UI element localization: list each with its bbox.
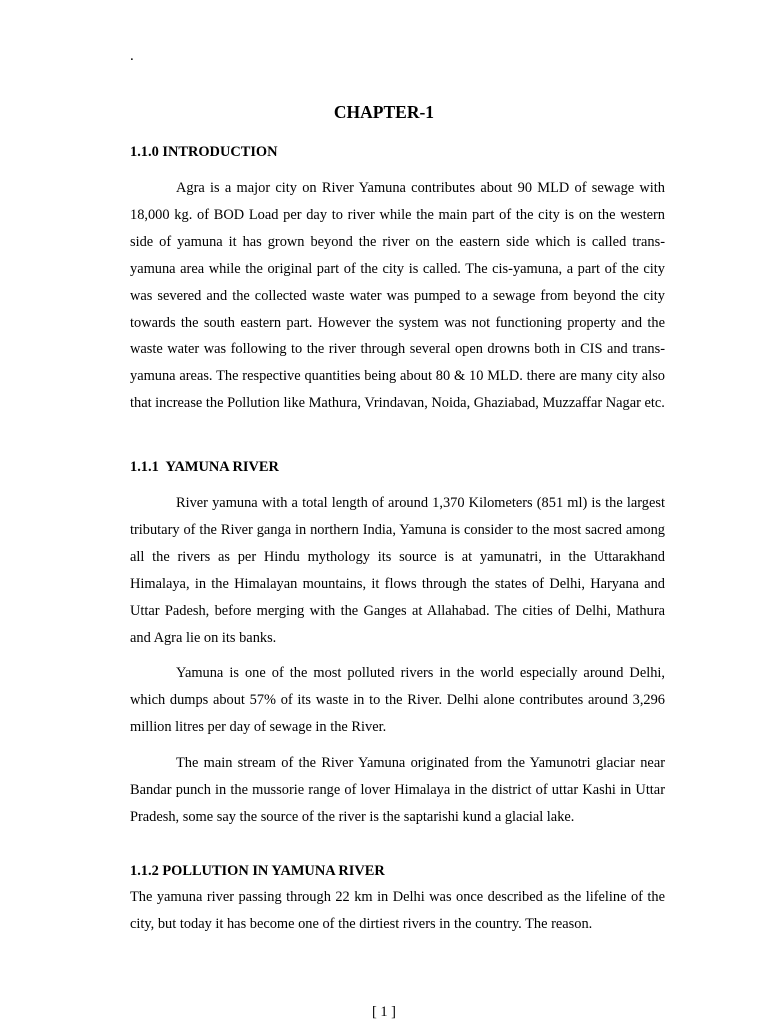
pollution-paragraph: The yamuna river passing through 22 km in Delhi was once described as the lifeline of the city, but today it has become one of the dirtiest rivers in the country. The reason. xyxy=(130,889,665,932)
yamuna-river-paragraph-2: Yamuna is one of the most polluted rivers in the world especially around Delhi, which dumps about 57% of its waste in to the River. Delhi alone contributes around 3,296 million litres per day of sewage in the River. xyxy=(130,665,665,735)
chapter-title: CHAPTER-1 xyxy=(333,102,435,122)
introduction-paragraph: Agra is a major city on River Yamuna contributes about 90 MLD of sewage with 18,000 kg. of BOD Load per day to river while the main part of the city is on the western side of yamuna it has grown beyond the river on the eastern side which is called trans-yamuna area while the original part of the city is called. The cis-yamuna, a part of the city was severed and the collected waste water was pumped to a sewage from beyond the city towards the south eastern part. However the system was not functioning property and the waste water was following to the river through several open drowns both in CIS and trans-yamuna areas. The respective quantities being about 80 & 10 MLD. there are many city also that increase the Pollution like Mathura, Vrindavan, Noida, Ghaziabad, Muzzaffar Nagar etc. xyxy=(130,180,665,412)
section-heading-pollution: 1.1.2 POLLUTION IN YAMUNA RIVER xyxy=(130,863,385,879)
top-mark: . xyxy=(130,48,134,64)
page-number: [ 1 ] xyxy=(372,1004,396,1020)
yamuna-river-paragraph-1: River yamuna with a total length of around 1,370 Kilometers (851 ml) is the largest tributary of the River ganga in northern India, Yamuna is consider to the most sacred among all the rivers as per Hindu mythology its source is at yamunatri, in the Uttarakhand Himalaya, in the Himalayan mountains, it flows through the states of Delhi, Haryana and Uttar Padesh, before merging with the Ganges at Allahabad. The cities of Delhi, Mathura and Agra lie on its banks. xyxy=(130,495,665,646)
section-heading-introduction: 1.1.0 INTRODUCTION xyxy=(130,144,278,160)
yamuna-river-paragraph-3: The main stream of the River Yamuna originated from the Yamunotri glaciar near Bandar punch in the mussorie range of lover Himalaya in the district of uttar Kashi in Uttar Pradesh, some say the source of the river is the saptarishi kund a glacial lake. xyxy=(130,755,665,825)
section-heading-yamuna-river: 1.1.1 YAMUNA RIVER xyxy=(130,459,279,475)
